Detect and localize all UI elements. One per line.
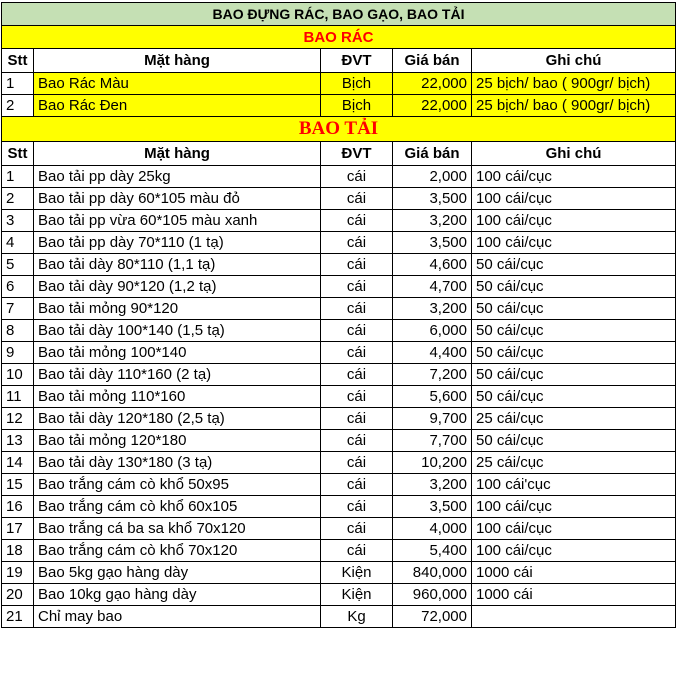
cell-stt: 3 [2,210,34,232]
cell-unit: Bịch [321,73,393,95]
cell-price: 2,000 [393,166,472,188]
table-row [2,298,676,320]
cell-name: Bao Rác Màu [34,73,321,95]
table-row [2,518,676,540]
cell-unit: Kiện [321,584,393,606]
table-row [2,386,676,408]
section-bao-tai-body [2,166,676,628]
cell-name: Bao 10kg gạo hàng dày [34,584,321,606]
cell-price: 10,200 [393,452,472,474]
header-stt: Stt [2,49,34,73]
cell-name: Bao tải dày 100*140 (1,5 tạ) [34,320,321,342]
cell-price: 5,600 [393,386,472,408]
cell-stt: 20 [2,584,34,606]
cell-unit: cái [321,320,393,342]
cell-price: 22,000 [393,73,472,95]
cell-note: 25 bịch/ bao ( 900gr/ bịch) [472,73,676,95]
cell-price: 3,200 [393,298,472,320]
table-row [2,342,676,364]
section-header-row [2,26,676,49]
cell-note: 100 cái'cục [472,474,676,496]
header-note: Ghi chú [472,142,676,166]
table-row [2,562,676,584]
cell-name: Bao trắng cám cò khổ 60x105 [34,496,321,518]
cell-note: 50 cái/cục [472,364,676,386]
table-row [2,474,676,496]
cell-note: 50 cái/cục [472,298,676,320]
cell-name: Bao 5kg gạo hàng dày [34,562,321,584]
column-header-row [2,142,676,166]
cell-note: 25 cái/cục [472,452,676,474]
cell-stt: 21 [2,606,34,628]
table-row [2,254,676,276]
cell-price: 960,000 [393,584,472,606]
cell-stt: 13 [2,430,34,452]
cell-price: 840,000 [393,562,472,584]
cell-unit: Bịch [321,95,393,117]
cell-stt: 17 [2,518,34,540]
table-row [2,232,676,254]
cell-note: 100 cái/cục [472,210,676,232]
cell-note: 50 cái/cục [472,276,676,298]
cell-stt: 7 [2,298,34,320]
cell-name: Bao tải mỏng 120*180 [34,430,321,452]
table-row [2,408,676,430]
cell-name: Bao trắng cám cò khổ 50x95 [34,474,321,496]
cell-stt: 2 [2,188,34,210]
cell-name: Bao tải dày 80*110 (1,1 tạ) [34,254,321,276]
cell-price: 3,500 [393,188,472,210]
table-row [2,540,676,562]
cell-unit: cái [321,452,393,474]
header-name: Mặt hàng [34,49,321,73]
cell-price: 4,700 [393,276,472,298]
cell-name: Chỉ may bao [34,606,321,628]
cell-name: Bao tải dày 120*180 (2,5 tạ) [34,408,321,430]
cell-stt: 10 [2,364,34,386]
cell-name: Bao trắng cám cò khổ 70x120 [34,540,321,562]
table-row [2,496,676,518]
cell-note: 100 cái/cục [472,518,676,540]
table-row [2,584,676,606]
cell-stt: 15 [2,474,34,496]
cell-stt: 19 [2,562,34,584]
cell-stt: 12 [2,408,34,430]
cell-note: 100 cái/cục [472,166,676,188]
cell-name: Bao tải mỏng 110*160 [34,386,321,408]
cell-stt: 14 [2,452,34,474]
cell-unit: cái [321,254,393,276]
cell-note: 100 cái/cục [472,188,676,210]
table-row [2,188,676,210]
table-row [2,606,676,628]
cell-name: Bao tải mỏng 100*140 [34,342,321,364]
cell-price: 3,500 [393,232,472,254]
cell-note: 1000 cái [472,584,676,606]
header-unit: ĐVT [321,142,393,166]
cell-price: 72,000 [393,606,472,628]
cell-stt: 6 [2,276,34,298]
cell-unit: cái [321,342,393,364]
cell-stt: 11 [2,386,34,408]
section-title-bao-tai: BAO TẢI [2,117,676,142]
table-row [2,320,676,342]
cell-stt: 1 [2,166,34,188]
cell-note: 50 cái/cục [472,342,676,364]
cell-unit: cái [321,210,393,232]
cell-price: 22,000 [393,95,472,117]
cell-unit: Kiện [321,562,393,584]
cell-note: 50 cái/cục [472,254,676,276]
section-title-bao-rac: BAO RÁC [2,26,676,49]
cell-name: Bao tải pp vừa 60*105 màu xanh [34,210,321,232]
cell-price: 5,400 [393,540,472,562]
cell-name: Bao tải mỏng 90*120 [34,298,321,320]
cell-price: 6,000 [393,320,472,342]
header-name: Mặt hàng [34,142,321,166]
cell-unit: cái [321,188,393,210]
cell-price: 7,200 [393,364,472,386]
cell-unit: cái [321,540,393,562]
cell-unit: cái [321,474,393,496]
table-row [2,210,676,232]
cell-stt: 1 [2,73,34,95]
table-title: BAO ĐỰNG RÁC, BAO GẠO, BAO TẢI [2,3,676,26]
cell-price: 3,200 [393,474,472,496]
cell-stt: 4 [2,232,34,254]
title-row [2,3,676,26]
cell-note: 50 cái/cục [472,430,676,452]
table-row [2,95,676,117]
header-price: Giá bán [393,142,472,166]
header-stt: Stt [2,142,34,166]
cell-stt: 2 [2,95,34,117]
table-row [2,430,676,452]
cell-unit: cái [321,364,393,386]
header-price: Giá bán [393,49,472,73]
cell-name: Bao tải pp dày 25kg [34,166,321,188]
table-row [2,166,676,188]
cell-stt: 16 [2,496,34,518]
cell-note: 50 cái/cục [472,386,676,408]
cell-price: 3,200 [393,210,472,232]
cell-stt: 8 [2,320,34,342]
cell-note: 100 cái/cục [472,232,676,254]
section-header-row [2,117,676,142]
column-header-row [2,49,676,73]
header-unit: ĐVT [321,49,393,73]
cell-name: Bao tải pp dày 70*110 (1 tạ) [34,232,321,254]
cell-price: 3,500 [393,496,472,518]
table-row [2,452,676,474]
cell-note: 25 cái/cục [472,408,676,430]
table-row [2,73,676,95]
cell-note: 1000 cái [472,562,676,584]
cell-unit: cái [321,496,393,518]
cell-name: Bao tải dày 130*180 (3 tạ) [34,452,321,474]
table-row [2,364,676,386]
cell-note: 25 bịch/ bao ( 900gr/ bịch) [472,95,676,117]
cell-name: Bao tải pp dày 60*105 màu đỏ [34,188,321,210]
cell-note [472,606,676,628]
cell-price: 4,000 [393,518,472,540]
cell-stt: 9 [2,342,34,364]
cell-stt: 18 [2,540,34,562]
price-table [1,2,676,628]
cell-name: Bao tải dày 110*160 (2 tạ) [34,364,321,386]
cell-unit: cái [321,276,393,298]
cell-unit: cái [321,232,393,254]
cell-stt: 5 [2,254,34,276]
cell-note: 50 cái/cục [472,320,676,342]
cell-name: Bao Rác Đen [34,95,321,117]
table-row [2,276,676,298]
cell-price: 4,600 [393,254,472,276]
cell-price: 7,700 [393,430,472,452]
cell-unit: Kg [321,606,393,628]
cell-unit: cái [321,430,393,452]
cell-name: Bao tải dày 90*120 (1,2 tạ) [34,276,321,298]
cell-unit: cái [321,518,393,540]
section-bao-rac-body [2,73,676,117]
cell-unit: cái [321,408,393,430]
header-note: Ghi chú [472,49,676,73]
cell-note: 100 cái/cục [472,496,676,518]
cell-unit: cái [321,298,393,320]
cell-unit: cái [321,166,393,188]
cell-name: Bao trắng cá ba sa khổ 70x120 [34,518,321,540]
cell-unit: cái [321,386,393,408]
cell-price: 9,700 [393,408,472,430]
cell-price: 4,400 [393,342,472,364]
cell-note: 100 cái/cục [472,540,676,562]
